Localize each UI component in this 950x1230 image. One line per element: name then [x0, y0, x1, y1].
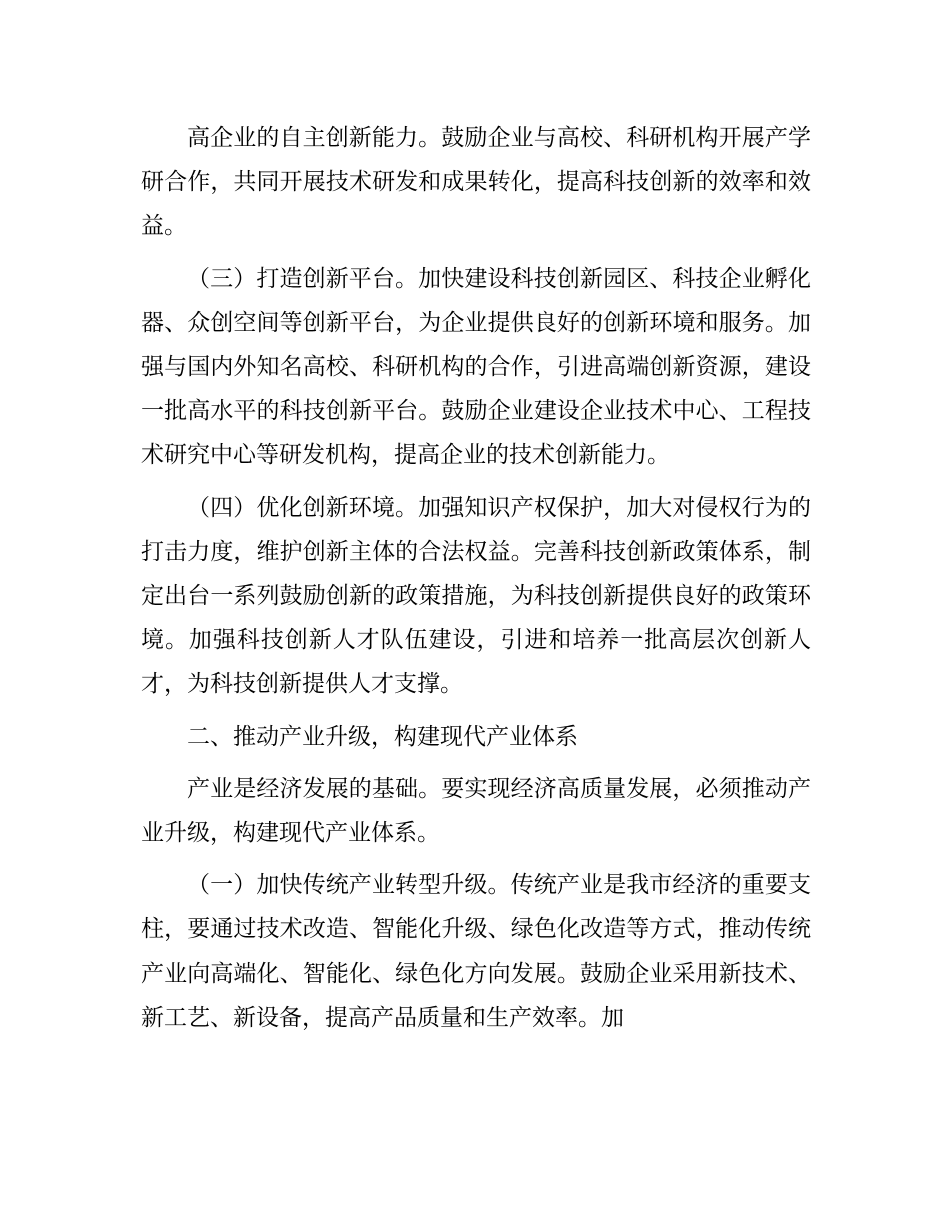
paragraph-industry-foundation: 产业是经济发展的基础。要实现经济高质量发展，必须推动产业升级，构建现代产业体系。 [141, 775, 811, 847]
paragraph-innovation-platform: （三）打造创新平台。加快建设科技创新园区、科技企业孵化器、众创空间等创新平台，为企业提供良好的创新环境和服务。加强与国内外知名高校、科研机构的合作，引进高端创新资源，建设一批高水平的科技创新平台。鼓励企业建设企业技术中心、工程技术研究中心等研发机构，提高企业的技术创新能力。 [141, 265, 811, 469]
section-heading-industry-upgrade: 二、推动产业升级，构建现代产业体系 [187, 723, 578, 750]
document-body [141, 116, 811, 1048]
paragraph-innovation-environment: （四）优化创新环境。加强知识产权保护，加大对侵权行为的打击力度，维护创新主体的合法权益。完善科技创新政策体系，制定出台一系列鼓励创新的政策措施，为科技创新提供良好的政策环境。加强科技创新人才队伍建设，引进和培养一批高层次创新人才，为科技创新提供人才支撑。 [141, 494, 811, 698]
paragraph-innovation-capability: 高企业的自主创新能力。鼓励企业与高校、科研机构开展产学研合作，共同开展技术研发和成果转化，提高科技创新的效率和效益。 [141, 125, 811, 240]
paragraph-traditional-industry: （一）加快传统产业转型升级。传统产业是我市经济的重要支柱，要通过技术改造、智能化升级、绿色化改造等方式，推动传统产业向高端化、智能化、绿色化方向发展。鼓励企业采用新技术、新工艺、新设备，提高产品质量和生产效率。加 [141, 872, 811, 1031]
